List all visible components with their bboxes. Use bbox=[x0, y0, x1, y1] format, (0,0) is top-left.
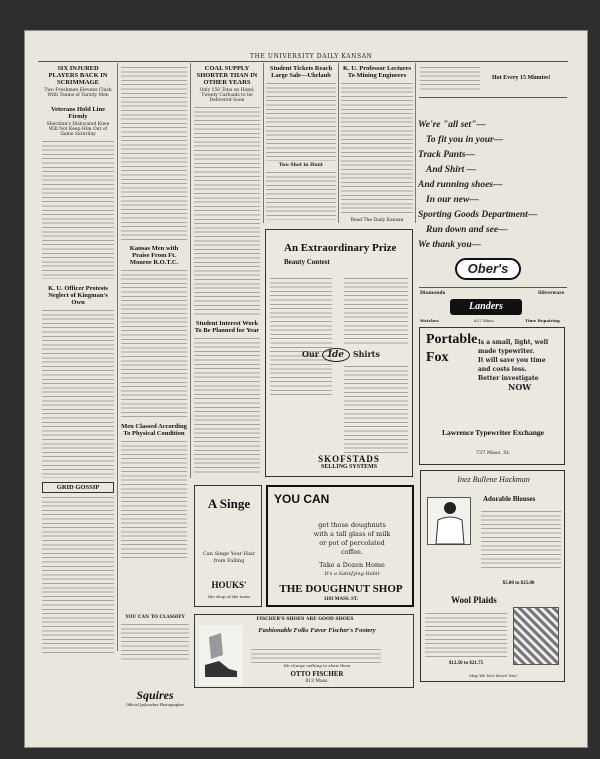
our-word: Our bbox=[302, 349, 319, 359]
portable-line: and costs less. bbox=[478, 366, 527, 373]
fischer-header: FISCHER'S SHOES ARE GOOD SHOES bbox=[256, 617, 354, 622]
blouses-price: $5.00 to $25.00 bbox=[502, 581, 535, 586]
fox-title: Fox bbox=[426, 350, 449, 365]
prize-text-left bbox=[270, 276, 332, 396]
headline: Student Tickets Reach Large Sale—Uhrlaub bbox=[269, 65, 333, 79]
squires-logo: Squires bbox=[136, 688, 174, 702]
article-text bbox=[121, 439, 187, 559]
landers-left: Diamonds bbox=[420, 291, 446, 296]
portable-line: NOW bbox=[508, 382, 532, 392]
singe-footer: the shop of the town bbox=[208, 594, 250, 599]
shirts-word: Shirts bbox=[352, 349, 380, 359]
headline: K. U. Professor Lectures To Mining Engineers bbox=[342, 65, 412, 79]
doughnut-address: 1103 MASS. ST. bbox=[323, 597, 359, 602]
ober-ad-lines bbox=[418, 118, 558, 253]
ober-ad-line: And Shirt — bbox=[426, 165, 477, 175]
article-text bbox=[121, 268, 187, 418]
ad-rule bbox=[419, 287, 567, 288]
wool-plaids-headline: Wool Plaids bbox=[451, 595, 497, 605]
masthead: THE UNIVERSITY DAILY KANSAN bbox=[250, 53, 373, 60]
blouses-text bbox=[481, 509, 561, 571]
ide-logo: Ide bbox=[322, 348, 350, 362]
wool-price: $12.50 to $21.75 bbox=[448, 661, 484, 666]
ad-rule bbox=[419, 97, 567, 98]
fischer-text bbox=[251, 647, 381, 663]
fischer-tagline: We charge nothing to show them bbox=[283, 663, 351, 668]
column-rule bbox=[338, 63, 339, 223]
fischer-shoes-ad bbox=[194, 614, 414, 688]
classified-title: YOU CAN TO CLASSIFY bbox=[125, 615, 185, 620]
column-4 bbox=[266, 65, 336, 223]
ober-ad-line: In our new— bbox=[426, 195, 479, 205]
headline: Men Classed According To Physical Condition bbox=[121, 423, 187, 437]
portable-line: It will save you time bbox=[478, 357, 546, 364]
wool-plaids-text bbox=[425, 611, 507, 659]
shoe-illustration bbox=[199, 625, 243, 685]
ober-ad-line: We're "all set"— bbox=[418, 120, 486, 130]
small-article bbox=[420, 65, 480, 93]
article-text bbox=[266, 170, 336, 220]
portable-lines bbox=[478, 338, 564, 392]
column-3 bbox=[194, 65, 260, 475]
ober-ad-line: Track Pants— bbox=[418, 150, 475, 160]
hackman-footer: May We Not Serve You? bbox=[469, 673, 518, 678]
ober-ad-line: To fit you in your— bbox=[426, 135, 504, 145]
hot-ad-text: Hot Every 15 Minutes! bbox=[492, 75, 551, 81]
headline: K. U. Officer Protests Neglect of Kingman's Own bbox=[48, 285, 108, 306]
fischer-address: 813 Mass. bbox=[305, 679, 329, 684]
prize-our bbox=[302, 348, 380, 362]
ober-ad-line: We thank you— bbox=[418, 240, 482, 250]
classified-text bbox=[121, 622, 189, 662]
skofstads-logo: SKOFSTADS bbox=[318, 454, 380, 464]
ober-ad-line: And running shoes— bbox=[418, 180, 503, 190]
typewriter-exchange: Lawrence Typewriter Exchange bbox=[442, 428, 544, 437]
column-rule bbox=[190, 63, 191, 478]
column-rule bbox=[263, 63, 264, 223]
singe-ad bbox=[194, 485, 262, 607]
article-text bbox=[266, 81, 336, 161]
prize-text-right bbox=[344, 276, 408, 344]
portable-line: Better investigate bbox=[478, 375, 539, 382]
houks-logo: HOUKS' bbox=[211, 580, 247, 590]
column-1 bbox=[42, 65, 114, 665]
blouse-illustration bbox=[427, 497, 471, 545]
doughnut-line: get those doughnuts bbox=[318, 521, 386, 529]
selling-systems: SELLING SYSTEMS bbox=[320, 464, 378, 470]
blouses-headline: Adorable Blouses bbox=[483, 495, 536, 503]
article-text bbox=[121, 65, 187, 240]
you-can-title: YOU CAN bbox=[274, 492, 330, 506]
masthead-rule bbox=[38, 61, 568, 62]
typewriter-address: 737 Mass. St. bbox=[475, 450, 511, 456]
singe-text: Can Singe Your Hair from Falling bbox=[202, 551, 256, 564]
headline: Kansas Men with Praise From Ft. Monroe R.O.T.C. bbox=[129, 245, 179, 266]
headline: Student Interest Work To Be Planned for Year bbox=[194, 320, 260, 334]
hackman-header: Inez Bullene Hackman bbox=[457, 475, 530, 484]
doughnut-line: or pot of percolated bbox=[319, 539, 385, 547]
portable-line: made typewriter. bbox=[478, 348, 535, 355]
doughnut-line: with a tall glass of milk bbox=[313, 530, 391, 538]
portable-title: Portable bbox=[426, 332, 478, 347]
landers-bottom-right: Time Repairing bbox=[525, 318, 560, 323]
landers-right: Silverware bbox=[538, 291, 565, 296]
headline: COAL SUPPLY SHORTER THAN IN OTHER YEARS bbox=[196, 65, 258, 86]
column-rule bbox=[415, 63, 416, 223]
plaid-skirt-illustration bbox=[513, 607, 559, 665]
column-rule bbox=[117, 63, 118, 651]
squires-tagline: Official Jayhawker Photographer bbox=[125, 703, 185, 707]
article-text bbox=[42, 495, 114, 655]
ober-ad-line: Run down and see— bbox=[426, 225, 508, 235]
headline: Veterans Hold Line Firmly bbox=[51, 106, 105, 120]
doughnut-lines bbox=[296, 521, 408, 557]
obers-logo: Ober's bbox=[455, 258, 521, 280]
subheadline: Two Freshmen Elevens Clash With Teams of Varsity Men bbox=[44, 88, 112, 98]
ober-ad bbox=[418, 118, 558, 256]
landers-bottom-left: Watches bbox=[420, 318, 439, 323]
prize-subtitle: Beauty Contest bbox=[284, 258, 330, 266]
article-text bbox=[194, 105, 260, 315]
singe-title: A Singe bbox=[207, 496, 251, 511]
portable-fox-ad bbox=[419, 327, 565, 465]
ober-ad-line: Sporting Goods Department— bbox=[418, 210, 538, 220]
article-text bbox=[341, 81, 413, 216]
fischer-title: Fashionable Folks Favor Fischer's Footery bbox=[258, 627, 376, 634]
doughnut-shop-ad bbox=[266, 485, 414, 607]
article-text bbox=[42, 308, 114, 478]
aside-text: Read The Daily Kansan bbox=[350, 218, 404, 223]
classified-section bbox=[121, 613, 189, 683]
subheadline: Two Shot in Hunt bbox=[279, 163, 323, 168]
headline: GRID GOSSIP bbox=[42, 482, 114, 493]
hackman-blouses-ad bbox=[420, 470, 565, 682]
portable-line: Is a small, light, well bbox=[478, 339, 549, 346]
prize-contest-ad bbox=[265, 229, 413, 477]
subheadline: Only 150 Tons on Hand, Twenty Carloads to be Delivered Soon bbox=[199, 88, 255, 103]
doughnut-tagline: It's a Satisfying Habit bbox=[324, 571, 380, 577]
article-text bbox=[194, 336, 260, 475]
landers-bottom-mid: 827 Mass. bbox=[474, 318, 495, 323]
landers-logo: Landers bbox=[450, 299, 522, 315]
column-5 bbox=[341, 65, 413, 223]
subheadline: Sheridan's Dislocated Knee Will Not Keep Him Out of Game Saturday bbox=[46, 122, 110, 137]
column-2 bbox=[121, 65, 187, 655]
headline: SIX INJURED PLAYERS BACK IN SCRIMMAGE bbox=[48, 65, 108, 86]
prize-text-lower bbox=[344, 364, 408, 454]
doughnut-line: coffee. bbox=[341, 548, 363, 556]
article-text bbox=[42, 139, 114, 279]
fischer-name: OTTO FISCHER bbox=[290, 670, 344, 678]
doughnut-shop-name: THE DOUGHNUT SHOP bbox=[279, 583, 403, 595]
prize-title: An Extraordinary Prize bbox=[284, 242, 397, 254]
article-text bbox=[420, 65, 480, 93]
doughnut-order: Take a Dozen Home bbox=[319, 561, 385, 569]
